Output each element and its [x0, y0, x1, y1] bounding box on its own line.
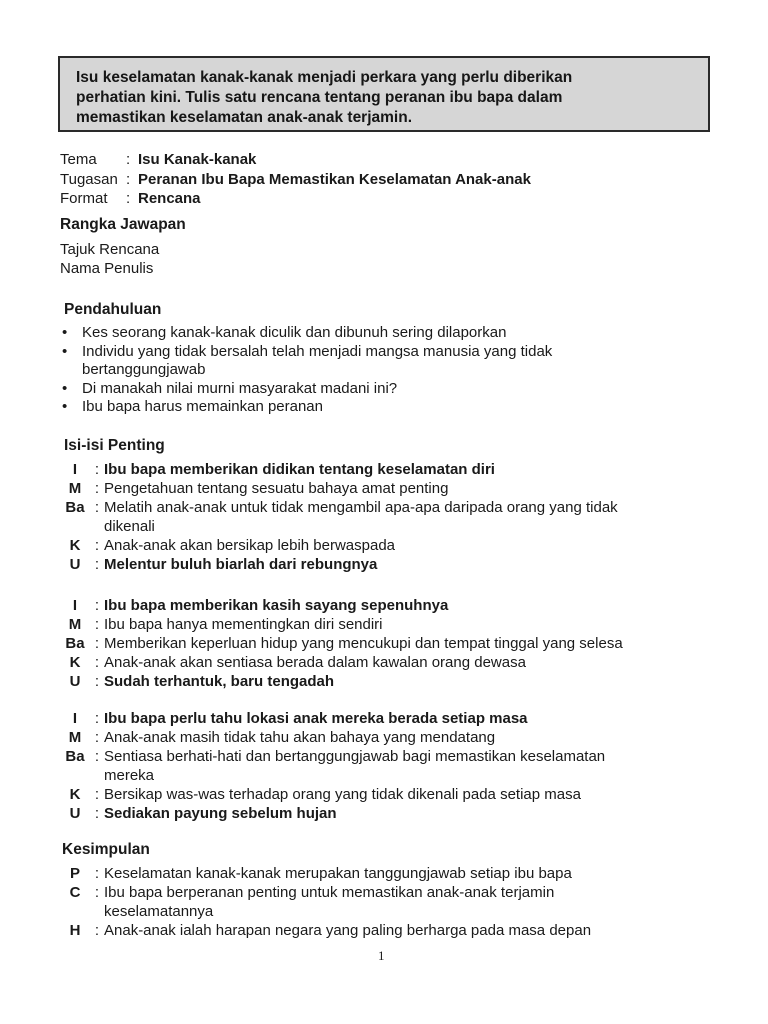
isi-row: [60, 785, 700, 804]
task-info: [60, 150, 531, 209]
question-line: perhatian kini. Tulis satu rencana tentang peranan ibu bapa dalam: [76, 89, 563, 106]
row-text: Pengetahuan tentang sesuatu bahaya amat penting: [104, 480, 449, 497]
row-text-line: Sentiasa berhati-hati dan bertanggungjawab bagi memastikan keselamatan: [104, 748, 606, 765]
row-text: Anak-anak ialah harapan negara yang paling berharga pada masa depan: [104, 922, 592, 939]
row-separator: :: [94, 499, 100, 516]
row-text: Anak-anak masih tidak tahu akan bahaya yang mendatang: [104, 729, 496, 746]
rangka-line: Nama Penulis: [60, 260, 154, 277]
row-separator: :: [94, 884, 100, 901]
list-item: [60, 324, 700, 343]
isi-row: [60, 596, 700, 615]
section-title-rangka: Rangka Jawapan: [60, 216, 186, 233]
row-key: Ba: [65, 499, 85, 516]
meta-value: Rencana: [138, 190, 201, 207]
row-separator: :: [94, 748, 100, 765]
list-item: [60, 398, 700, 417]
row-key: Ba: [65, 635, 85, 652]
row-key: I: [72, 461, 78, 478]
list-item-text: Kes seorang kanak-kanak diculik dan dibunuh sering dilaporkan: [82, 324, 507, 341]
row-text: Memberikan keperluan hidup yang mencukupi dan tempat tinggal yang selesa: [104, 635, 623, 652]
list-item-text: Ibu bapa harus memainkan peranan: [82, 398, 323, 415]
list-item-line: Individu yang tidak bersalah telah menjadi mangsa manusia yang tidak: [82, 342, 553, 360]
isi-row: [60, 536, 700, 555]
question-line: Isu keselamatan kanak-kanak menjadi perkara yang perlu diberikan: [76, 69, 573, 86]
row-separator: :: [94, 461, 100, 478]
row-text: [104, 747, 700, 785]
row-separator: :: [94, 597, 100, 614]
meta-key: Tema: [60, 151, 97, 168]
page-number: 1: [378, 948, 385, 963]
isi-row: [60, 460, 700, 479]
row-text-line: Melatih anak-anak untuk tidak mengambil apa-apa daripada orang yang tidak: [104, 499, 618, 516]
row-separator: :: [94, 616, 100, 633]
isi-row: [60, 555, 700, 574]
meta-key: Tugasan: [60, 170, 118, 188]
row-text: Ibu bapa perlu tahu lokasi anak mereka berada setiap masa: [104, 710, 528, 727]
isi-row: [60, 479, 700, 498]
row-text: Ibu bapa hanya mementingkan diri sendiri: [104, 616, 383, 633]
row-text: Bersikap was-was terhadap orang yang tidak dikenali pada setiap masa: [104, 786, 581, 803]
row-key: U: [69, 556, 81, 573]
bullet-icon: •: [62, 342, 68, 360]
row-separator: :: [94, 865, 100, 882]
isi-row: [60, 653, 700, 672]
row-separator: :: [94, 673, 100, 690]
meta-row-tema: [60, 150, 531, 170]
row-key: K: [69, 786, 81, 803]
isi-row: [60, 804, 700, 823]
bullet-icon: •: [62, 379, 68, 397]
row-key: Ba: [65, 748, 85, 765]
question-line: memastikan keselamatan anak-anak terjamin.: [76, 109, 413, 126]
row-text-line: Ibu bapa berperanan penting untuk memastikan anak-anak terjamin: [104, 884, 555, 901]
row-key: M: [68, 729, 82, 746]
meta-separator: :: [126, 151, 131, 168]
meta-value: Isu Kanak-kanak: [138, 151, 257, 168]
list-item-text: [82, 343, 700, 380]
section-title-pendahuluan: Pendahuluan: [64, 301, 162, 318]
list-item: [60, 343, 700, 380]
row-text-line: dikenali: [104, 518, 155, 535]
kesimpulan-row: [60, 921, 700, 940]
isi-row: [60, 498, 700, 536]
row-separator: :: [94, 635, 100, 652]
isi-row: [60, 709, 700, 728]
row-key: H: [69, 922, 81, 939]
bullet-icon: •: [62, 398, 68, 415]
meta-row-format: [60, 189, 531, 209]
row-key: K: [69, 537, 81, 554]
row-text: [104, 883, 700, 921]
kesimpulan-row: [60, 883, 700, 921]
row-key: K: [69, 654, 81, 671]
isi-row: [60, 747, 700, 785]
bullet-icon: •: [62, 324, 68, 341]
row-separator: :: [94, 805, 100, 822]
row-key: M: [68, 616, 82, 633]
row-key: C: [69, 884, 81, 901]
isi-row: [60, 615, 700, 634]
list-item-line: bertanggungjawab: [82, 361, 206, 378]
row-text: Keselamatan kanak-kanak merupakan tanggungjawab setiap ibu bapa: [104, 865, 572, 882]
kesimpulan-row: [60, 864, 700, 883]
meta-separator: :: [126, 190, 131, 207]
row-key: I: [72, 597, 78, 614]
row-separator: :: [94, 710, 100, 727]
row-key: M: [68, 480, 82, 497]
isi-group: [60, 596, 700, 691]
row-key: I: [72, 710, 78, 727]
row-key: P: [69, 865, 80, 882]
row-text: Anak-anak akan sentiasa berada dalam kawalan orang dewasa: [104, 654, 526, 671]
isi-group: [60, 709, 700, 823]
row-text-line: mereka: [104, 767, 155, 784]
row-separator: :: [94, 537, 100, 554]
row-text-line: keselamatannya: [104, 903, 214, 920]
section-title-isi: Isi-isi Penting: [64, 437, 165, 454]
isi-group: [60, 460, 700, 574]
row-separator: :: [94, 729, 100, 746]
row-key: U: [69, 805, 81, 822]
rangka-line: Tajuk Rencana: [60, 241, 160, 258]
row-separator: :: [94, 556, 100, 573]
meta-row-tugasan: [60, 170, 531, 190]
row-key: U: [69, 673, 81, 690]
meta-value: Peranan Ibu Bapa Memastikan Keselamatan Anak-anak: [138, 170, 531, 188]
section-title-kesimpulan: Kesimpulan: [62, 841, 150, 858]
list-item: [60, 380, 700, 399]
isi-row: [60, 634, 700, 653]
list-item-text: Di manakah nilai murni masyarakat madani ini?: [82, 379, 398, 397]
row-separator: :: [94, 786, 100, 803]
row-separator: :: [94, 922, 100, 939]
meta-key: Format: [60, 190, 108, 207]
kesimpulan-group: [60, 864, 700, 940]
row-text: Anak-anak akan bersikap lebih berwaspada: [104, 537, 396, 554]
row-text: Ibu bapa memberikan kasih sayang sepenuhnya: [104, 597, 449, 614]
meta-separator: :: [126, 170, 131, 188]
row-text: Sudah terhantuk, baru tengadah: [104, 673, 335, 690]
question-box: [58, 56, 710, 132]
row-separator: :: [94, 480, 100, 497]
row-text: Ibu bapa memberikan didikan tentang keselamatan diri: [104, 461, 495, 478]
pendahuluan-list: [60, 324, 700, 417]
row-text: Sediakan payung sebelum hujan: [104, 805, 337, 822]
row-text: [104, 498, 700, 536]
row-text: Melentur buluh biarlah dari rebungnya: [104, 556, 378, 573]
row-separator: :: [94, 654, 100, 671]
isi-row: [60, 672, 700, 691]
isi-row: [60, 728, 700, 747]
